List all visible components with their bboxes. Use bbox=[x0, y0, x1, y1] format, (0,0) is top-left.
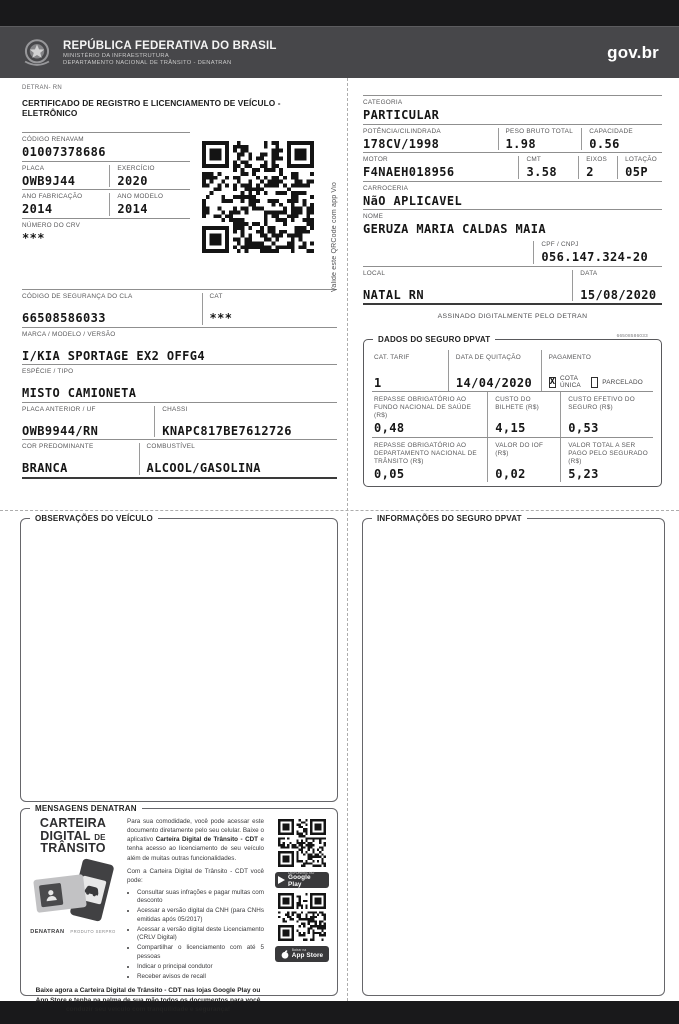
combustivel-label: COMBUSTÍVEL bbox=[146, 443, 196, 451]
cat-value: *** bbox=[209, 311, 233, 325]
data-label: DATA bbox=[580, 269, 598, 277]
right-column bbox=[363, 95, 662, 487]
numero-crv-value: *** bbox=[22, 230, 45, 245]
republic-title: REPÚBLICA FEDERATIVA DO BRASIL bbox=[63, 39, 277, 52]
cmt-value: 3.58 bbox=[526, 165, 557, 180]
paragraph-part1: Para sua comodidade, você pode acessar este documento diretamente pelo seu celular. Baixe o aplicativo bbox=[127, 818, 264, 844]
cpf-label: CPF / CNPJ bbox=[541, 240, 579, 248]
placa-value: OWB9J44 bbox=[22, 173, 76, 188]
cdt-logo-line3: TRÂNSITO bbox=[40, 841, 106, 855]
mensagens-paragraph bbox=[117, 817, 273, 983]
header-titles bbox=[63, 40, 277, 66]
left-column bbox=[22, 85, 337, 479]
store-qr-column bbox=[273, 817, 331, 991]
field-potencia-peso-capacidade bbox=[363, 125, 662, 154]
data-value: 15/08/2020 bbox=[580, 287, 657, 302]
google-play-icon bbox=[278, 876, 285, 884]
ano-modelo-label: ANO MODELO bbox=[117, 193, 164, 201]
registration-fields bbox=[22, 132, 190, 253]
app-store-qr-code bbox=[278, 893, 326, 941]
capacidade-label: CAPACIDADE bbox=[589, 127, 633, 135]
custo-bilhete-label: CUSTO DO BILHETE (R$) bbox=[495, 396, 540, 412]
cdt-capabilities-list bbox=[127, 889, 264, 982]
apple-icon bbox=[281, 950, 289, 959]
nome-label: NOME bbox=[363, 213, 384, 221]
codigo-cla-label: CÓDIGO DE SEGURANÇA DO CLA bbox=[22, 293, 133, 300]
chassi-label: CHASSI bbox=[162, 405, 188, 413]
field-cpf-cnpj bbox=[363, 238, 662, 267]
horizontal-fold-dashed-line bbox=[0, 510, 679, 511]
field-categoria bbox=[363, 95, 662, 125]
potencia-value: 178CV/1998 bbox=[363, 136, 440, 151]
data-quitacao-label: DATA DE QUITAÇÃO bbox=[455, 354, 521, 362]
renavam-value: 01007378686 bbox=[22, 145, 106, 159]
ano-modelo-value: 2014 bbox=[117, 202, 148, 217]
field-anos bbox=[22, 190, 190, 219]
potencia-label: POTÊNCIA/CILINDRADA bbox=[363, 127, 441, 135]
combustivel-value: ALCOOL/GASOLINA bbox=[146, 461, 261, 476]
qr-caption: Valide este QRCode com app Vio bbox=[331, 181, 338, 292]
repasse-denatran-label: REPASSE OBRIGATÓRIO AO DEPARTAMENTO NACIONAL DE TRÂNSITO (R$) bbox=[374, 441, 477, 465]
paragraph-bold-cdt: Carteira Digital de Trânsito - CDT bbox=[155, 836, 259, 844]
repasse-denatran-value: 0,05 bbox=[374, 466, 405, 481]
lotacao-label: LOTAÇÃO bbox=[625, 156, 657, 164]
cdt-capabilities-intro: Com a Carteira Digital de Trânsito - CDT você pode: bbox=[127, 867, 264, 884]
informacoes-seguro-dpvat-box bbox=[362, 514, 665, 996]
cat-tarif-value: 1 bbox=[374, 375, 382, 390]
field-marca-modelo bbox=[22, 328, 337, 366]
categoria-value: PARTICULAR bbox=[363, 108, 440, 122]
list-item: • Compartilhar o licenciamento com até 5 pessoas bbox=[137, 944, 264, 961]
brasil-coat-of-arms-icon bbox=[20, 36, 54, 70]
cat-tarif-label: CAT. TARIF bbox=[374, 354, 410, 362]
app-store-badge-label: App Store bbox=[291, 951, 324, 959]
motor-label: MOTOR bbox=[363, 156, 388, 164]
mensagens-content bbox=[21, 809, 337, 1014]
google-play-badge-label: Google Play bbox=[288, 874, 311, 888]
marca-value: I/KIA SPORTAGE EX2 OFFG4 bbox=[22, 348, 205, 363]
repasse-fns-value: 0,48 bbox=[374, 421, 405, 436]
local-label: LOCAL bbox=[363, 269, 386, 277]
renavam-label: CÓDIGO RENAVAM bbox=[22, 136, 84, 143]
field-numero-crv bbox=[22, 219, 190, 247]
dpvat-row-costs-2 bbox=[372, 437, 653, 483]
carroceria-value: NãO APLICAVEL bbox=[363, 193, 463, 208]
registration-top-block bbox=[22, 132, 338, 292]
nome-value: GERUZA MARIA CALDAS MAIA bbox=[363, 222, 546, 237]
list-item: • Indicar o principal condutor bbox=[137, 963, 264, 972]
placa-anterior-value: OWB9944/RN bbox=[22, 423, 99, 438]
cdt-logo-line1: CARTEIRA bbox=[39, 816, 107, 830]
marca-label: MARCA / MODELO / VERSÃO bbox=[22, 330, 116, 338]
cdt-logo-digital: DIGITAL bbox=[40, 828, 91, 843]
numero-crv-label: NÚMERO DO CRV bbox=[22, 221, 81, 229]
exercicio-value: 2020 bbox=[117, 173, 148, 188]
repasse-fns-label: REPASSE OBRIGATÓRIO AO FUNDO NACIONAL DE SAÚDE (R$) bbox=[374, 396, 472, 420]
capacidade-value: 0.56 bbox=[589, 136, 620, 151]
especie-label: ESPÉCIE / TIPO bbox=[22, 368, 74, 376]
categoria-label: CATEGORIA bbox=[363, 99, 403, 106]
list-item: • Consultar suas infrações e pagar multas com desconto bbox=[137, 889, 264, 906]
header-identity bbox=[20, 36, 277, 70]
field-especie-tipo bbox=[22, 365, 337, 403]
parcelado-label: PARCELADO bbox=[602, 378, 643, 386]
motor-value: F4NAEH018956 bbox=[363, 165, 455, 180]
checkbox-cota-unica-checked: X bbox=[549, 377, 555, 388]
valor-iof-value: 0,02 bbox=[495, 466, 526, 481]
list-item: • Receber avisos de recall bbox=[137, 973, 264, 982]
field-local-data bbox=[363, 267, 662, 306]
department-subtitle: DEPARTAMENTO NACIONAL DE TRÂNSITO - DENATRAN bbox=[63, 59, 232, 66]
payment-options bbox=[549, 375, 648, 389]
cdt-logo bbox=[29, 817, 117, 983]
cor-value: BRANCA bbox=[22, 461, 68, 476]
codigo-cla-value: 66508586033 bbox=[22, 311, 106, 325]
document-header-band bbox=[0, 26, 679, 78]
checkbox-parcelado-unchecked bbox=[591, 377, 598, 388]
qr-area bbox=[190, 132, 338, 292]
person-icon bbox=[43, 886, 59, 902]
pagamento-label: PAGAMENTO bbox=[548, 354, 592, 362]
eixos-label: EIXOS bbox=[586, 156, 608, 164]
eixos-value: 2 bbox=[586, 165, 594, 180]
govbr-logo: gov.br bbox=[607, 42, 659, 62]
observacoes-box-title: OBSERVAÇÕES DO VEÍCULO bbox=[30, 514, 158, 523]
digitally-signed-note: ASSINADO DIGITALMENTE PELO DETRAN bbox=[437, 313, 588, 321]
especie-value: MISTO CAMIONETA bbox=[22, 386, 137, 401]
info-dpvat-box-title: INFORMAÇÕES DO SEGURO DPVAT bbox=[372, 514, 527, 523]
field-placa-exercicio bbox=[22, 162, 190, 191]
google-play-badge bbox=[275, 872, 329, 888]
field-placa-anterior-chassi bbox=[22, 403, 337, 441]
local-value: NATAL RN bbox=[363, 287, 424, 302]
custo-bilhete-value: 4,15 bbox=[495, 421, 526, 436]
ano-fabricacao-label: ANO FABRICAÇÃO bbox=[22, 193, 83, 201]
ministry-subtitle: MINISTÉRIO DA INFRAESTRUTURA bbox=[63, 52, 169, 59]
field-cla-cat bbox=[22, 289, 337, 328]
cor-label: COR PREDOMINANTE bbox=[22, 443, 94, 451]
document-title: CERTIFICADO DE REGISTRO E LICENCIAMENTO DE VEÍCULO - ELETRÔNICO bbox=[22, 98, 281, 118]
carroceria-label: CARROCERIA bbox=[363, 184, 409, 192]
validation-qr-code bbox=[202, 141, 314, 253]
custo-efetivo-label: CUSTO EFETIVO DO SEGURO (R$) bbox=[568, 396, 635, 412]
exercicio-label: EXERCÍCIO bbox=[117, 164, 155, 172]
cdt-illustration bbox=[34, 861, 112, 925]
placa-anterior-label: PLACA ANTERIOR / UF bbox=[22, 405, 96, 413]
valor-total-label: VALOR TOTAL A SER PAGO PELO SEGURADO (R$) bbox=[568, 441, 648, 465]
lotacao-value: 05P bbox=[625, 165, 648, 180]
field-motor-cmt-eixos-lotacao bbox=[363, 153, 662, 182]
field-cor-combustivel bbox=[22, 440, 337, 479]
mensagens-denatran-box bbox=[20, 804, 338, 1014]
card-illustration bbox=[33, 874, 87, 913]
dpvat-row-costs-1 bbox=[372, 391, 653, 437]
document-page bbox=[0, 78, 679, 1014]
valor-iof-label: VALOR DO IOF (R$) bbox=[495, 441, 544, 457]
ano-fabricacao-value: 2014 bbox=[22, 202, 53, 217]
dpvat-ref-number: 66508586033 bbox=[616, 333, 648, 339]
denatran-wordmark: DENATRAN bbox=[30, 928, 65, 935]
google-play-qr-code bbox=[278, 819, 326, 867]
placa-label: PLACA bbox=[22, 164, 45, 172]
cat-label: CAT bbox=[209, 293, 223, 300]
mensagens-main bbox=[29, 816, 273, 1014]
download-call-to-action: Baixe agora a Carteira Digital de Trânsito - CDT nas lojas Google Play ou App Store e tenha na palma de sua mão todos os documentos para você conduzir seu veículo com tranquilidade e segurança! bbox=[35, 986, 261, 1014]
data-quitacao-value: 14/04/2020 bbox=[455, 375, 533, 390]
google-play-badge-top: DISPONÍVEL NO bbox=[288, 870, 315, 875]
chassi-value: KNAPC817BE7612726 bbox=[162, 423, 292, 438]
list-item: • Acessar a versão digital da CNH (para CNHs emitidas após 05/2017) bbox=[137, 907, 264, 924]
valor-total-value: 5,23 bbox=[568, 466, 599, 481]
serpro-wordmark: PRODUTO SERPRO bbox=[70, 928, 116, 934]
list-item: • Acessar a versão digital deste Licenciamento (CRLV Digital) bbox=[137, 926, 264, 943]
field-codigo-renavam bbox=[22, 132, 190, 162]
field-nome bbox=[363, 210, 662, 238]
cmt-label: CMT bbox=[526, 156, 542, 164]
dpvat-box-title: DADOS DO SEGURO DPVAT bbox=[373, 335, 495, 344]
peso-bruto-label: PESO BRUTO TOTAL bbox=[505, 127, 573, 135]
dpvat-row-payment bbox=[372, 350, 653, 391]
peso-bruto-value: 1.98 bbox=[505, 136, 537, 151]
cdt-logo-footer bbox=[30, 929, 115, 935]
app-store-badge bbox=[275, 946, 329, 962]
observacoes-veiculo-box bbox=[20, 514, 338, 802]
vertical-fold-dashed-line bbox=[347, 78, 348, 1001]
vehicle-detail-fields bbox=[22, 289, 337, 479]
paragraph-part2: e tenha acesso ao licenciamento de seu veículo além de muitas outras funcionalidades. bbox=[127, 836, 264, 862]
cota-unica-label: COTA ÚNICA bbox=[560, 375, 581, 390]
cdt-logo-de: DE bbox=[94, 832, 106, 842]
app-store-badge-top: Baixar na bbox=[291, 948, 307, 953]
field-carroceria bbox=[363, 182, 662, 211]
cpf-value: 056.147.324-20 bbox=[541, 249, 649, 264]
mensagens-box-title: MENSAGENS DENATRAN bbox=[30, 804, 142, 813]
agency-label: DETRAN- RN bbox=[22, 85, 62, 91]
custo-efetivo-value: 0,53 bbox=[568, 421, 599, 436]
